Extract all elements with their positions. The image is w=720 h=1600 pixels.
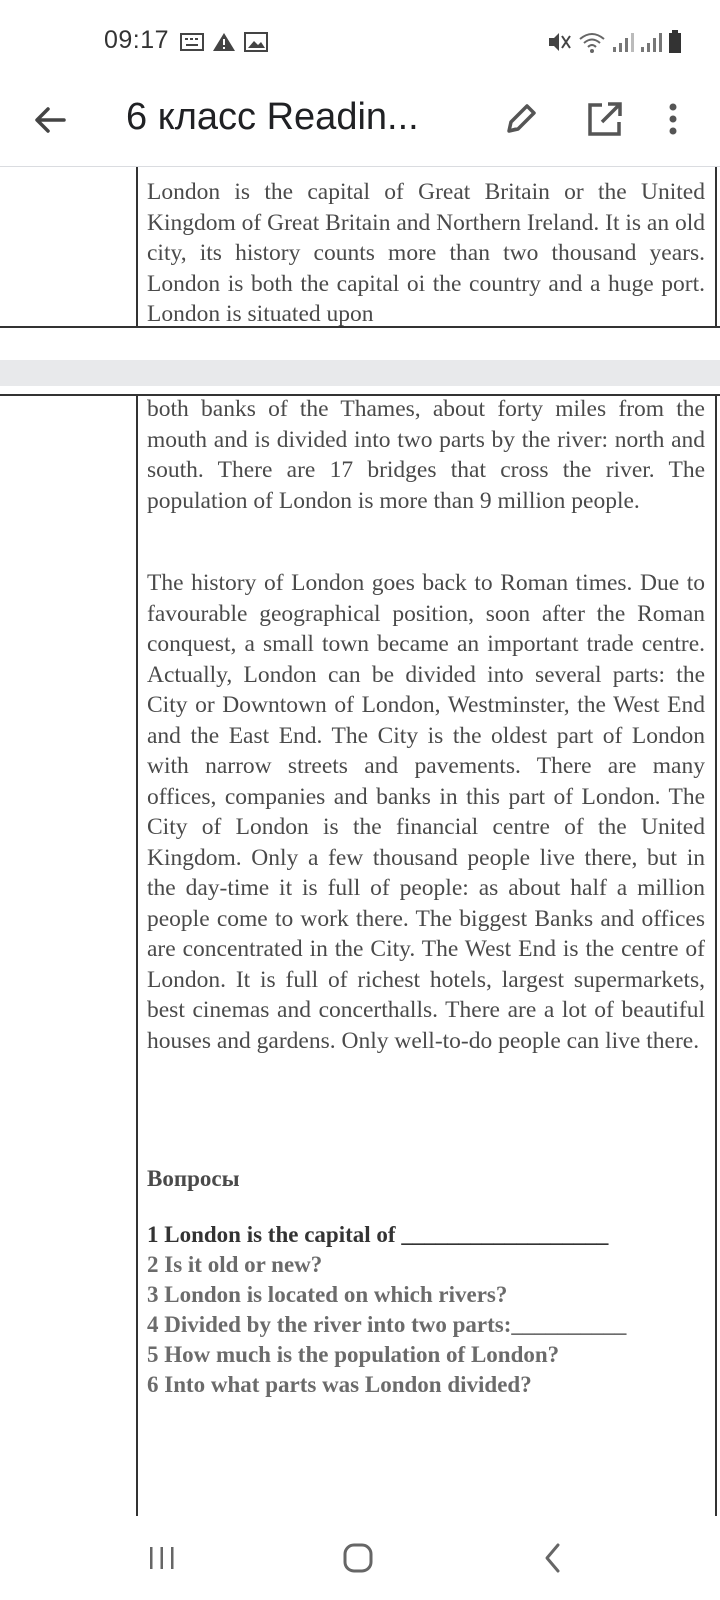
home-icon [338, 1538, 378, 1578]
home-button[interactable] [338, 1538, 378, 1578]
wifi-icon [578, 30, 606, 59]
back-button[interactable] [30, 100, 70, 140]
status-left-icons [180, 32, 268, 57]
question-item: 4 Divided by the river into two parts:__________ [147, 1312, 627, 1337]
question-item: 3 London is located on which rivers? [147, 1282, 508, 1307]
recents-icon [142, 1538, 182, 1578]
mute-icon [546, 30, 572, 59]
questions-heading: Вопросы [147, 1166, 240, 1191]
more-options-button[interactable] [658, 98, 688, 140]
question-item: 6 Into what parts was London divided? [147, 1372, 532, 1397]
status-right-icons [546, 30, 682, 59]
more-vert-icon [658, 98, 688, 140]
page-border-right [715, 167, 717, 327]
arrow-left-icon [30, 100, 70, 140]
open-external-icon [584, 98, 626, 140]
image-icon [244, 32, 268, 57]
pencil-icon [500, 98, 542, 140]
nav-back-icon [534, 1538, 574, 1578]
page2-paragraph-1: both banks of the Thames, about forty miles from the mouth and is divided into two parts by the river: north and south. There are 17 bridges that cross the river. The population of London is more than 9 million people. [147, 396, 705, 514]
question-item: 5 How much is the population of London? [147, 1342, 560, 1367]
signal-icon [612, 31, 634, 58]
recents-button[interactable] [142, 1538, 182, 1578]
signal-icon-2 [640, 31, 662, 58]
page-separator [0, 360, 720, 386]
questions-list [147, 1220, 626, 1400]
status-time: 09:17 [104, 26, 170, 54]
keyboard-icon [180, 32, 204, 57]
nav-back-button[interactable] [534, 1538, 574, 1578]
document-page-1 [0, 167, 720, 334]
page1-paragraph: London is the capital of Great Britain or the United Kingdom of Great Britain and Northern Ireland. It is an old city, its history counts more than two thousand years. London is both the capital oi the country and a huge port. London is situated upon [147, 179, 705, 327]
page2-paragraph-2: The history of London goes back to Roman times. Due to favourable geographical position, soon after the Roman conquest, a small town became an important trade centre. Actually, London can be divided into several parts: the City or Downtown of London, Westminster, the West End and the East End. The City is the oldest part of London with narrow streets and pavements. There are many offices, companies and banks in this part of London. The City of London is the financial centre of the United Kingdom. Only a few thousand people live there, but in the day-time it is full of people: as about half a million people come to work there. The biggest Banks and offices are concentrated in the City. The West End is the centre of London. It is full of richest hotels, largest supermarkets, best cinemas and concerthalls. There are a lot of beautiful houses and gardens. Only well-to-do people can live there. [147, 570, 705, 1054]
page-border-right [715, 394, 717, 1516]
question-item: 2 Is it old or new? [147, 1252, 323, 1277]
question-item: 1 London is the capital of __________________ [147, 1222, 609, 1247]
page-border-left [136, 167, 138, 327]
document-title: 6 класс Readin... [126, 96, 419, 138]
document-page-2 [0, 398, 720, 1516]
battery-icon [668, 30, 682, 59]
warning-icon [212, 32, 236, 57]
open-external-button[interactable] [584, 98, 626, 140]
edit-button[interactable] [500, 98, 542, 140]
navigation-bar [0, 1516, 720, 1600]
page-border-left [136, 394, 138, 1516]
status-bar [0, 0, 720, 88]
app-bar [0, 88, 720, 166]
